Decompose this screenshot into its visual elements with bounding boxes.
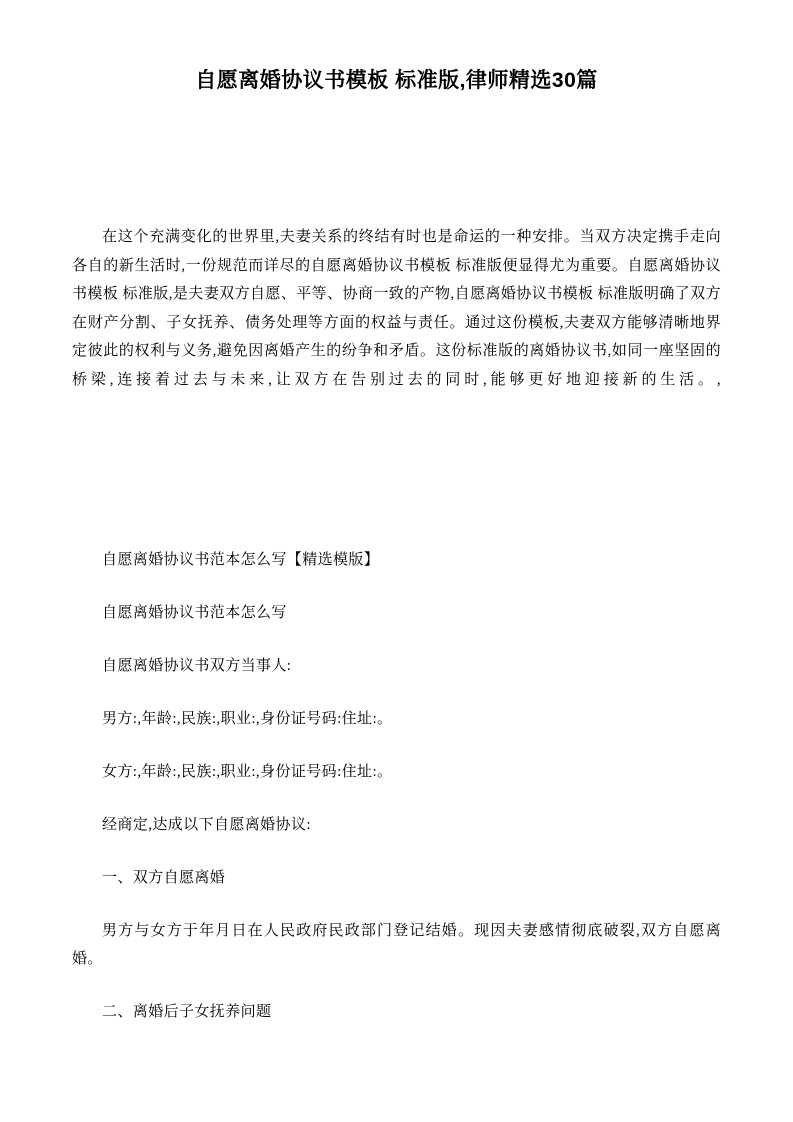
paragraph-heading-howto: 自愿离婚协议书范本怎么写 [102,605,287,622]
paragraph-section-1-body: 男方与女方于年月日在人民政府民政部门登记结婚。现因夫妻感情彻底破裂,双方自愿离婚。 [72,923,721,968]
document-title: 自愿离婚协议书模板 标准版,律师精选30篇 [195,69,598,92]
body-paragraphs [72,546,721,1026]
paragraph-parties: 自愿离婚协议书双方当事人: [102,658,292,675]
paragraph-agreement-intro: 经商定,达成以下自愿离婚协议: [102,817,311,834]
intro-paragraph: 在这个充满变化的世界里,夫妻关系的终结有时也是命运的一种安排。当双方决定携手走向各自的新生活时,一份规范而详尽的自愿离婚协议书模板 标准版便显得尤为重要。自愿离婚协议书模板 标准版,是夫妻双方自愿、平等、协商一致的产物,自愿离婚协议书模板 标准版明确了双方在财产分割、子女抚养、债务处理等方面的权益与责任。通过这份模板,夫妻双方能够清晰地界定彼此的权利与义务,避免因离婚产生的纷争和矛盾。这份标准版的离婚协议书,如同一座坚固的桥梁,连接着过去与未来,让双方在告别过去的同时,能够更好地迎接新的生活。, [72,229,721,388]
paragraph-husband-info: 男方:,年龄:,民族:,职业:,身份证号码:住址:。 [102,711,393,728]
paragraph-section-1-title: 一、双方自愿离婚 [102,870,226,887]
paragraph-heading-template: 自愿离婚协议书范本怎么写【精选模版】 [102,552,380,569]
paragraph-wife-info: 女方:,年龄:,民族:,职业:,身份证号码:住址:。 [102,764,393,781]
paragraph-section-2-title: 二、离婚后子女抚养问题 [102,1004,272,1021]
